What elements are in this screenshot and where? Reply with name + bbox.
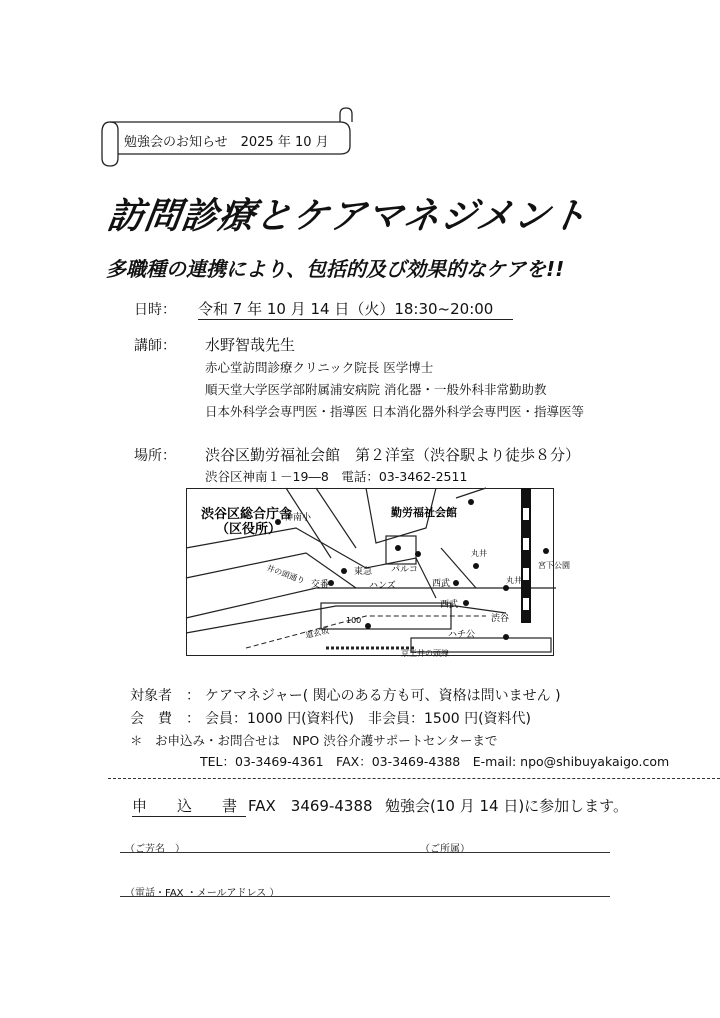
map-label: 道玄坂 (304, 626, 330, 640)
name-label: （ご芳名 ） (125, 844, 185, 855)
lecturer-line: 赤心堂訪問診療クリニック院長 医学博士 (205, 360, 434, 375)
fee-label: 会 費 ： (130, 711, 200, 727)
map-label: ハチ公 (448, 630, 476, 640)
map-label: ハンズ (369, 581, 396, 591)
map-label: 100 (346, 616, 362, 625)
map-label: 東急 (354, 567, 373, 577)
map-label: パルコ (391, 565, 419, 575)
map-label: 丸井 (506, 576, 522, 585)
lecturer-label: 講師： (134, 338, 176, 354)
form-participation: 勉強会(10 月 14 日)に参加します。 (385, 797, 628, 815)
form-heading: 申 込 書 (132, 795, 246, 817)
map-label: 勤労福祉会館 (391, 506, 457, 519)
form-fax: FAX 3469-4388 (248, 797, 373, 815)
contact-field[interactable] (120, 896, 610, 897)
date-label: 日時： (134, 302, 176, 318)
map-label: （区役所） (216, 522, 282, 537)
cut-line-divider (108, 778, 720, 779)
map-label: 渋谷区総合庁舎 (201, 507, 293, 522)
place-label: 場所： (134, 448, 176, 464)
fee-value: 会員：1000 円(資料代) 非会員：1500 円(資料代) (205, 711, 532, 727)
contact-tel-fax: TEL：03-3469-4361 FAX：03-3469-4388 E-mail: (200, 754, 517, 769)
affiliation-label: （ご所属） (420, 844, 470, 855)
notice-label: 勉強会のお知らせ 2025 年 10 月 (124, 135, 329, 150)
lecturer-name: 水野智哉先生 (205, 336, 296, 354)
map-label: 渋谷 (491, 614, 510, 624)
target-value: ケアマネジャー( 関心のある方も可、資格は問いません ) (205, 688, 561, 704)
map-label: 京王井の頭線 (401, 649, 449, 658)
date-value: 令和 7 年 10 月 14 日（火）18:30~20:00 (198, 298, 513, 320)
lecturer-line: 日本外科学会専門医・指導医 日本消化器外科学会専門医・指導医等 (205, 404, 584, 419)
map-label: 交番 (311, 580, 330, 590)
target-label: 対象者 ： (130, 688, 200, 704)
email-link[interactable]: npo@shibuyakaigo.com (520, 754, 670, 769)
place-address: 渋谷区神南１－19―8 電話：03-3462-2511 (205, 469, 468, 484)
subtitle: 多職種の連携により、包括的及び効果的なケアを!! (106, 257, 565, 281)
contact-field-label: （電話・FAX ・メールアドレス ） (125, 888, 280, 899)
map-label: 神南小 (284, 513, 312, 523)
map-label: 丸井 (471, 549, 487, 558)
map-label: 西武 (440, 600, 459, 610)
map-label: 西武 (432, 579, 451, 589)
page-title: 訪問診療とケアマネジメント (104, 196, 591, 237)
place-value: 渋谷区勤労福祉会館 第２洋室（渋谷駅より徒歩８分） (205, 446, 581, 464)
name-affiliation-field[interactable] (120, 852, 610, 853)
map-label: 宮下公園 (538, 561, 570, 570)
contact-line: ＊ お申込み・お問合せは NPO 渋谷介護サポートセンターまで (130, 733, 498, 748)
map-label: 井の頭通り (265, 563, 306, 586)
lecturer-line: 順天堂大学医学部附属浦安病院 消化器・一般外科非常勤助教 (205, 382, 547, 397)
access-map (186, 488, 570, 658)
